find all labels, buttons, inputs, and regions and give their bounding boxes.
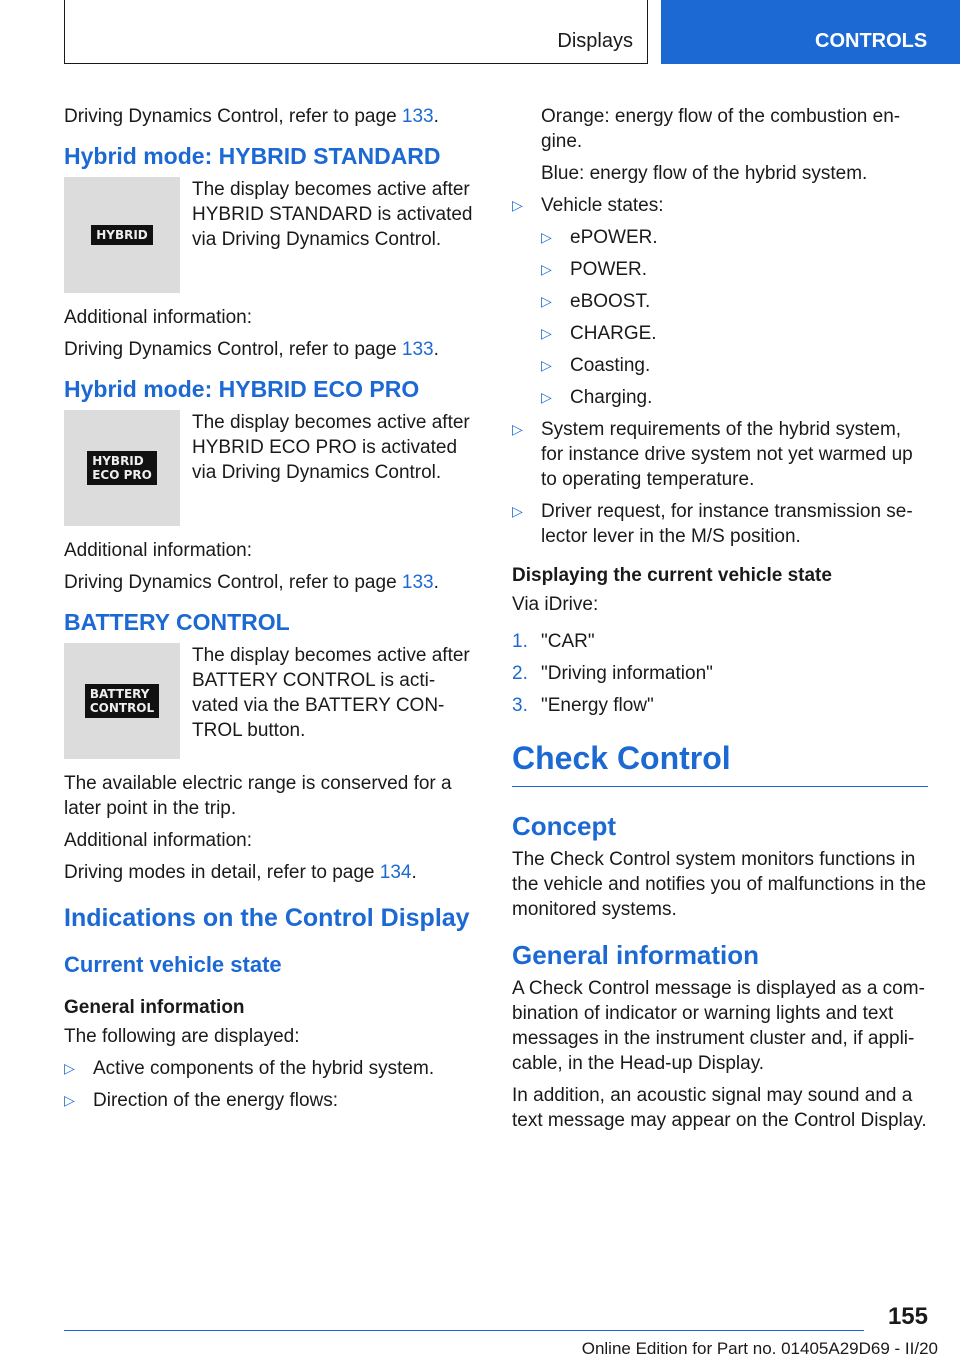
page-number: 155	[887, 1303, 928, 1330]
list-item: ▷ POWER.	[541, 259, 648, 280]
page-link[interactable]: 134	[379, 862, 412, 883]
concept-title: Concept	[512, 811, 616, 841]
general-info-text: The following are displayed:	[64, 1026, 300, 1047]
general-title: General information	[512, 940, 760, 970]
hybrid-badge: HYBRID	[91, 225, 153, 245]
hybrid-eco-block	[64, 410, 476, 526]
battery-block	[64, 643, 476, 759]
triangle-right-icon: ▷	[541, 261, 552, 277]
list-item: ▷ Coasting.	[541, 355, 651, 376]
via-idrive: Via iDrive:	[512, 594, 599, 615]
header-chapter: CONTROLS	[815, 30, 928, 52]
displayed-list	[64, 1056, 476, 1113]
hybrid-standard-image	[64, 177, 180, 293]
triangle-right-icon: ▷	[512, 421, 523, 437]
page-link[interactable]: 133	[401, 572, 434, 593]
step-item: 2. "Driving information"	[512, 663, 713, 684]
footer-divider	[64, 1330, 864, 1331]
battery-image	[64, 643, 180, 759]
hybrid-eco-title: Hybrid mode: HYBRID ECO PRO	[64, 376, 420, 402]
list-item: ▷ Active components of the hybrid system.	[64, 1058, 435, 1079]
hybrid-standard-ref: Driving Dynamics Control, refer to page 133.	[64, 339, 439, 360]
triangle-right-icon: ▷	[64, 1092, 75, 1108]
battery-title: BATTERY CONTROL	[64, 609, 290, 635]
list-item: ▷ ePOWER.	[541, 227, 658, 248]
header-section: Displays	[557, 30, 633, 52]
add-info-label: Additional information:	[64, 307, 252, 328]
left-column	[64, 104, 476, 1120]
step-item: 3. "Energy flow"	[512, 695, 654, 716]
display-state-heading: Displaying the current vehicle state	[512, 565, 832, 586]
list-item: ▷ Charging.	[541, 387, 653, 408]
hybrid-standard-title: Hybrid mode: HYBRID STANDARD	[64, 143, 441, 169]
flow-blue: Blue: energy flow of the hybrid system.	[541, 163, 868, 184]
list-item: ▷ eBOOST.	[541, 291, 651, 312]
current-state-title: Current vehicle state	[64, 952, 282, 977]
battery-ref: Driving modes in detail, refer to page 134.	[64, 862, 417, 883]
list-item: ▷ CHARGE.	[541, 323, 657, 344]
triangle-right-icon: ▷	[541, 357, 552, 373]
triangle-right-icon: ▷	[512, 197, 523, 213]
footer-edition: Online Edition for Part no. 01405A29D69 - II/20	[581, 1339, 938, 1358]
state-list	[512, 193, 928, 549]
hybrid-eco-image	[64, 410, 180, 526]
header-chapter-tab[interactable]	[661, 0, 960, 64]
triangle-right-icon: ▷	[512, 503, 523, 519]
hybrid-eco-ref: Driving Dynamics Control, refer to page 133.	[64, 572, 439, 593]
hybrid-eco-desc: The display becomes active after HYBRID ECO PRO is activated via Driving Dynamics Control.	[192, 412, 470, 483]
page-link[interactable]: 133	[401, 106, 434, 127]
indications-title: Indications on the Control Display	[64, 904, 470, 932]
check-control-title: Check Control	[512, 738, 928, 787]
triangle-right-icon: ▷	[64, 1060, 75, 1076]
add-info-label: Additional information:	[64, 830, 252, 851]
header-section-box	[64, 0, 648, 64]
list-item: ▷ Vehicle states:	[512, 195, 664, 216]
step-item: 1. "CAR"	[512, 631, 595, 652]
hybrid-standard-block	[64, 177, 476, 293]
triangle-right-icon: ▷	[541, 229, 552, 245]
steps-list	[512, 629, 928, 718]
list-item: ▷ Direction of the energy flows:	[64, 1090, 339, 1111]
flow-orange: Orange: energy flow of the combustion en- gine.	[541, 106, 901, 152]
triangle-right-icon: ▷	[541, 293, 552, 309]
concept-text: The Check Control system monitors functions in the vehicle and notifies you of malfunctions in the monitored systems.	[512, 849, 927, 920]
battery-badge: BATTERY CONTROL	[85, 684, 159, 718]
hybrid-eco-badge: HYBRID ECO PRO	[87, 451, 157, 485]
general-info-heading: General information	[64, 997, 245, 1018]
list-item: ▷ Driver request, for instance transmission se- lector lever in the M/S position.	[512, 501, 913, 547]
list-item: ▷ System requirements of the hybrid system, for instance drive system not yet warmed up to operating temperature.	[512, 419, 913, 490]
page-link[interactable]: 133	[401, 339, 434, 360]
battery-desc: The display becomes active after BATTERY CONTROL is acti- vated via the BATTERY CON- TROL button.	[192, 645, 470, 741]
add-info-label: Additional information:	[64, 540, 252, 561]
general-text-2: In addition, an acoustic signal may sound and a text message may appear on the Control Display.	[512, 1085, 927, 1131]
right-column	[512, 104, 928, 1140]
general-text-1: A Check Control message is displayed as a com- bination of indicator or warning lights and text messages in the instrument cluster and, if appli- cable, in the Head-up Display.	[512, 978, 925, 1074]
battery-note: The available electric range is conserved for a later point in the trip.	[64, 773, 452, 819]
triangle-right-icon: ▷	[541, 389, 552, 405]
triangle-right-icon: ▷	[541, 325, 552, 341]
intro-ref: Driving Dynamics Control, refer to page 133.	[64, 106, 439, 127]
hybrid-standard-desc: The display becomes active after HYBRID STANDARD is activated via Driving Dynamics Control.	[192, 179, 473, 250]
